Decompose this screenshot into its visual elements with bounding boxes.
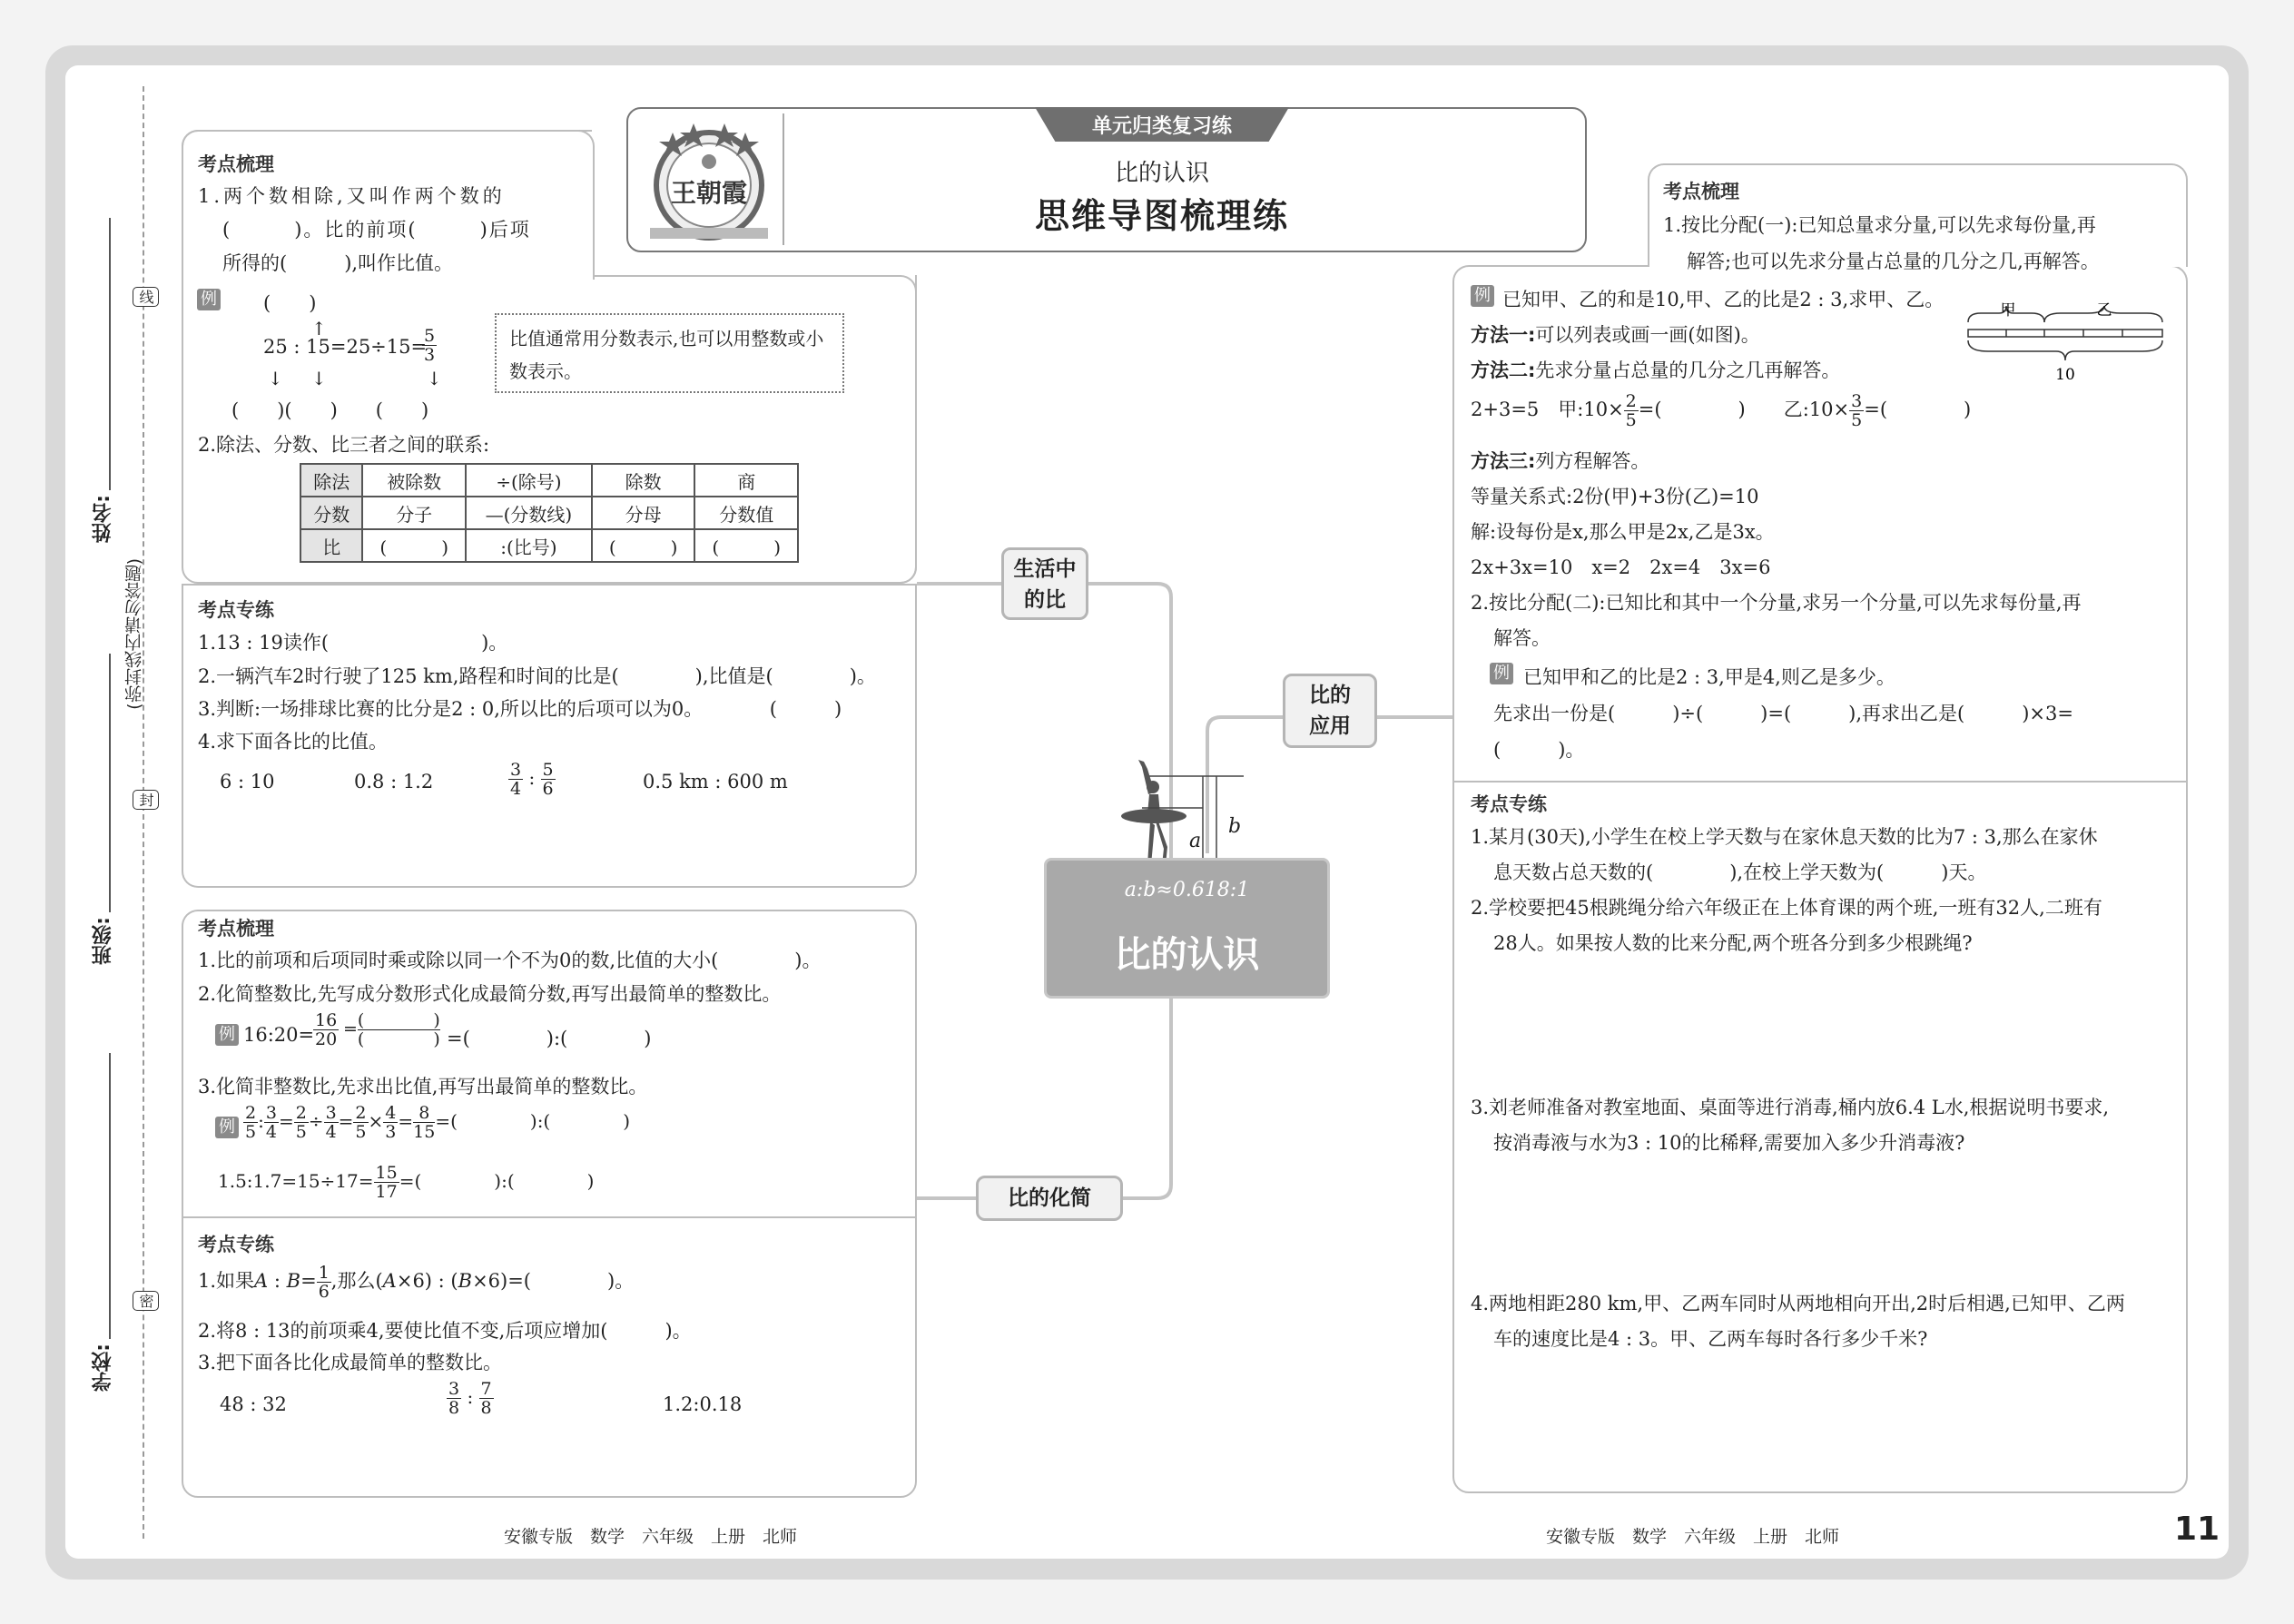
table-cell: 商: [694, 464, 798, 497]
diagram-label-yi: 乙: [2096, 301, 2112, 320]
table-cell: :(比号): [466, 529, 592, 562]
seal-note: (弥封线内请勿答题): [124, 558, 144, 710]
seal-mark-secret: 密: [133, 1291, 159, 1311]
denominator: 20: [315, 1029, 338, 1049]
method-2: [1471, 356, 1840, 383]
seal-mark-seal: 封: [133, 790, 159, 810]
label-b: b: [1228, 815, 1242, 838]
central-formula: a:b≈0.618:1: [1124, 879, 1250, 901]
question: 1.如果A : B= $\frac{1}{6}$ ,那么(A×6) : (B×6)=( )。: [198, 1263, 635, 1302]
arrow-up: ↑: [311, 318, 327, 340]
ratio-item: 0.5 km : 600 m: [643, 771, 788, 792]
method-text: 列方程解答。: [1535, 450, 1650, 472]
note-text: 比值通常用分数表示,也可以用整数或小数表示。: [509, 328, 824, 382]
text-line: 解答。: [1493, 627, 1551, 649]
text-line: 解答;也可以先求分量占总量的几分之几,再解答。: [1687, 251, 2100, 272]
calc-line: 2+3=5 甲:10× $\frac{2}{5}$ =( ) 乙:10× $\frac{3}{5}$ =( ): [1471, 391, 1972, 430]
method-label: 方法一:: [1471, 324, 1536, 346]
table-cell: 分母: [592, 497, 695, 529]
table-cell: ( ): [592, 529, 695, 562]
text-line: 2.化简整数比,先写成分数形式化成最简分数,再写出最简单的整数比。: [198, 983, 782, 1005]
question: 2.学校要把45根跳绳分给六年级正在上体育课的两个班,一班有32人,二班有: [1471, 897, 2102, 919]
ratio-item: 6 : 10: [220, 771, 275, 792]
question: 1.13 : 19读作( )。: [198, 632, 508, 654]
text-line: 所得的( ),叫作比值。: [222, 252, 454, 274]
question: 4.两地相距280 km,甲、乙两车同时从两地相向开出,2时后相遇,已知甲、乙两: [1471, 1293, 2125, 1314]
heading: 考点专练: [1471, 793, 1547, 815]
example-label: 例: [215, 1024, 239, 1046]
example-expression: 16:20=: [243, 1024, 315, 1046]
method-label: 方法二:: [1471, 359, 1536, 381]
table-cell: —(分数线): [466, 497, 592, 529]
denominator: 4: [510, 779, 522, 799]
text-line: 1.按比分配(一):已知总量求分量,可以先求每份量,再: [1663, 214, 2096, 236]
node-simplify-label: 比的化简: [1008, 1186, 1091, 1210]
ratio-item: 0.8 : 1.2: [354, 771, 434, 792]
question: 息天数占总天数的( ),在校上学天数为( )天。: [1493, 861, 1987, 883]
header-title: 思维导图梳理练: [1034, 196, 1289, 236]
table-cell: ( ): [694, 529, 798, 562]
text-line: 1.两个数相除,又叫作两个数的: [198, 185, 506, 207]
text-line: 2.除法、分数、比三者之间的联系:: [198, 434, 490, 456]
example-top-blank: ( ): [263, 292, 317, 314]
equation: 解:设每份是x,那么甲是2x,乙是3x。: [1471, 521, 1775, 543]
equation: 2x+3x=10 x=2 2x=4 3x=6: [1471, 556, 1771, 578]
table-cell: 分数: [300, 497, 362, 529]
question: 3.判断:一场排球比赛的比分是2 : 0,所以比的后项可以为0。 ( ): [198, 698, 842, 720]
numerator: 3: [448, 1379, 460, 1399]
example-text: 先求出一份是( )÷( )=( ),再求出乙是( )×3=: [1493, 703, 2073, 724]
numerator: 7: [480, 1379, 492, 1399]
example-expression: 25 : 15=25÷15=: [263, 336, 428, 358]
heading: 考点专练: [198, 599, 274, 621]
numerator: 16: [315, 1010, 338, 1030]
example-text: 已知甲和乙的比是2 : 3,甲是4,则乙是多少。: [1523, 666, 1895, 688]
table-cell: 比: [300, 529, 362, 562]
node-life-label: 生活中的比: [1013, 557, 1077, 612]
equation: 等量关系式:2份(甲)+3份(乙)=10: [1471, 486, 1759, 507]
text-line: 2.按比分配(二):已知比和其中一个分量,求另一个分量,可以先求每份量,再: [1471, 592, 2082, 614]
footer-left: 安徽专版 数学 六年级 上册 北师: [504, 1527, 798, 1547]
ratio-item: 48 : 32: [220, 1393, 287, 1415]
example-label: 例: [1471, 285, 1494, 307]
answer-area[interactable]: [1471, 1162, 2161, 1280]
page-number: 11: [2174, 1511, 2220, 1548]
text-line: ( )。比的前项( )后项: [222, 219, 531, 241]
banner-text: 单元归类复习练: [1091, 115, 1232, 138]
example-expression: = ( ) ( ): [343, 1010, 440, 1049]
diagram-label-jia: 甲: [2000, 301, 2016, 320]
header-subtitle: 比的认识: [1114, 160, 1209, 187]
example-expression: 1.5:1.7=15÷17= $\frac{15}{17}$ =( ):( ): [218, 1163, 595, 1202]
seal-mark-line: 线: [133, 287, 159, 307]
example-bottom-blanks: ( )( ) ( ): [231, 399, 429, 421]
denominator: 6: [542, 779, 554, 799]
node-simplify[interactable]: [976, 1176, 1123, 1221]
question: 2.将8 : 13的前项乘4,要使比值不变,后项应增加( )。: [198, 1320, 692, 1342]
table-cell: 分子: [362, 497, 466, 529]
node-life[interactable]: [1001, 547, 1088, 620]
ratio-item-fraction: $\frac{3}{4}$ : $\frac{5}{6}$: [510, 760, 554, 799]
heading: 考点梳理: [198, 918, 274, 940]
name-label: 姓名:: [92, 495, 114, 543]
example-label: 例: [197, 289, 221, 310]
example-text: 已知甲、乙的和是10,甲、乙的比是2 : 3,求甲、乙。: [1502, 289, 1944, 310]
segment-diagram: [1961, 295, 2170, 386]
question: 1.某月(30天),小学生在校上学天数与在家休息天数的比为7 : 3,那么在家休: [1471, 826, 2098, 848]
answer-area[interactable]: [1471, 962, 2161, 1089]
text-line: 1.比的前项和后项同时乘或除以同一个不为0的数,比值的大小( )。: [198, 950, 822, 971]
table-cell: 除数: [592, 464, 695, 497]
example-expression: $\frac{2}{5}$ : $\frac{3}{4}$ = $\frac{2}{5}$ ÷ $\frac{3}{4}$ = $\frac{2}{5}$ × $\frac{4}{3}$ = $\frac{8}{15}$ =( ):( ): [245, 1103, 631, 1142]
heading: 考点梳理: [198, 153, 274, 175]
question: 2.一辆汽车2时行驶了125 km,路程和时间的比是( ),比值是( )。: [198, 665, 876, 687]
answer-area[interactable]: [1471, 1357, 2161, 1484]
question: 3.把下面各比化成最简单的整数比。: [198, 1352, 503, 1373]
table-cell: 分数值: [694, 497, 798, 529]
example-expression: =( ):( ): [447, 1028, 652, 1049]
dancer-figure: [1098, 749, 1262, 876]
text-line: 3.化简非整数比,先求出比值,再写出最简单的整数比。: [198, 1076, 648, 1097]
numerator: 5: [542, 760, 554, 780]
question: 4.求下面各比的比值。: [198, 731, 389, 753]
diagram-label-total: 10: [2055, 366, 2075, 384]
arrow-down: ↓: [427, 368, 442, 389]
denominator: 8: [480, 1398, 492, 1418]
heading: 考点梳理: [1663, 181, 1739, 202]
node-application-label: 比的应用: [1309, 684, 1351, 738]
example-text: ( )。: [1493, 739, 1585, 761]
denominator: 8: [448, 1398, 460, 1418]
numerator: 3: [510, 760, 522, 780]
footer-right: 安徽专版 数学 六年级 上册 北师: [1546, 1527, 1840, 1547]
ratio-item-fraction: $\frac{3}{8}$ : $\frac{7}{8}$: [448, 1379, 492, 1418]
node-application[interactable]: [1283, 674, 1377, 748]
logo-text: 王朝霞: [670, 178, 748, 208]
school-label: 学校:: [92, 1343, 114, 1392]
question: 车的速度比是4 : 3。甲、乙两车每时各行多少千米?: [1493, 1328, 1928, 1350]
method-1: [1471, 320, 1760, 348]
heading: 考点专练: [198, 1234, 274, 1255]
arrow-down: ↓: [268, 368, 283, 389]
question: 按消毒液与水为3 : 10的比稀释,需要加入多少升消毒液?: [1493, 1132, 1965, 1154]
class-label: 班级:: [92, 917, 114, 965]
table-cell: 除法: [300, 464, 362, 497]
example-label: 例: [1490, 663, 1513, 684]
method-label: 方法三:: [1471, 450, 1536, 472]
table-cell: 被除数: [362, 464, 466, 497]
table-cell: ( ): [362, 529, 466, 562]
table-cell: ÷(除号): [466, 464, 592, 497]
denominator: 3: [424, 345, 436, 365]
method-text: 可以列表或画一画(如图)。: [1535, 324, 1760, 346]
example-label: 例: [215, 1117, 239, 1138]
method-text: 先求分量占总量的几分之几再解答。: [1535, 359, 1841, 381]
question: 28人。如果按人数的比来分配,两个班各分到多少根跳绳?: [1493, 932, 1973, 954]
method-3: [1471, 447, 1649, 474]
arrow-down: ↓: [311, 368, 327, 389]
numerator: 5: [424, 326, 436, 346]
ratio-item: 1.2:0.18: [663, 1393, 743, 1415]
question: 3.刘老师准备对教室地面、桌面等进行消毒,桶内放6.4 L水,根据说明书要求,: [1471, 1097, 2110, 1118]
label-a: a: [1189, 830, 1202, 852]
central-title: 比的认识: [1114, 934, 1260, 976]
